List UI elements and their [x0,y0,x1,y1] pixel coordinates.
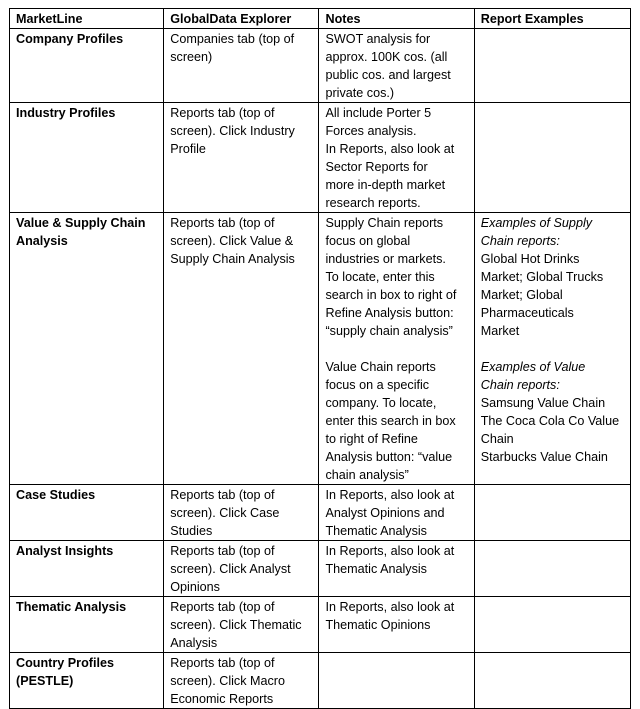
notes-cell: All include Porter 5 Forces analysis. In Reports, also look at Sector Reports for more in-depth market research reports. [319,103,474,213]
explorer-cell: Reports tab (top of screen). Click Case Studies [164,485,319,541]
header-report-examples: Report Examples [474,9,630,29]
notes-cell: Supply Chain reports focus on global industries or markets. To locate, enter this search in box to right of Refine Analysis button: “supply chain analysis” Value Chain reports focus on a specific company. To locate, enter this search in box to right of Refine Analysis button: “value chain analysis” [319,213,474,485]
notes-cell [319,653,474,709]
examples-cell [474,653,630,709]
row-heading-thematic-analysis: Thematic Analysis [10,597,164,653]
row-heading-industry-profiles: Industry Profiles [10,103,164,213]
explorer-cell: Reports tab (top of screen). Click Industry Profile [164,103,319,213]
explorer-cell: Reports tab (top of screen). Click Value & Supply Chain Analysis [164,213,319,485]
examples-cell [474,597,630,653]
row-heading-country-profiles: Country Profiles (PESTLE) [10,653,164,709]
table-row [10,103,631,213]
notes-cell: In Reports, also look at Thematic Analysis [319,541,474,597]
examples-cell [474,103,630,213]
table-row [10,213,631,485]
resource-table [9,8,631,709]
row-heading-company-profiles: Company Profiles [10,29,164,103]
value-examples-heading: Examples of Value [480,360,586,374]
explorer-cell: Reports tab (top of screen). Click Macro Economic Reports [164,653,319,709]
header-row [10,9,631,29]
explorer-cell: Reports tab (top of screen). Click Analyst Opinions [164,541,319,597]
table-row [10,485,631,541]
supply-examples-heading: Examples of Supply [480,216,593,230]
table-row [10,29,631,103]
header-marketline: MarketLine [10,9,164,29]
notes-cell: In Reports, also look at Thematic Opinions [319,597,474,653]
examples-cell [474,541,630,597]
examples-cell [474,485,630,541]
table-row [10,541,631,597]
row-heading-value-supply-chain: Value & Supply Chain Analysis [10,213,164,485]
notes-cell: In Reports, also look at Analyst Opinions and Thematic Analysis [319,485,474,541]
row-heading-analyst-insights: Analyst Insights [10,541,164,597]
paragraph-gap [325,340,467,358]
header-globaldata-explorer: GlobalData Explorer [164,9,319,29]
examples-cell: Examples of Supply Chain reports: Global Hot Drinks Market; Global Trucks Market; Global Pharmaceuticals Market Examples of Value Chain reports: Samsung Value Chain The Coca Cola Co Value Chain Starbucks Value Chain [474,213,630,485]
row-heading-case-studies: Case Studies [10,485,164,541]
explorer-cell: Companies tab (top of screen) [164,29,319,103]
explorer-cell: Reports tab (top of screen). Click Thematic Analysis [164,597,319,653]
paragraph-gap [481,340,624,358]
notes-cell: SWOT analysis for approx. 100K cos. (all public cos. and largest private cos.) [319,29,474,103]
examples-cell [474,29,630,103]
header-notes: Notes [319,9,474,29]
table-row [10,653,631,709]
table-row [10,597,631,653]
